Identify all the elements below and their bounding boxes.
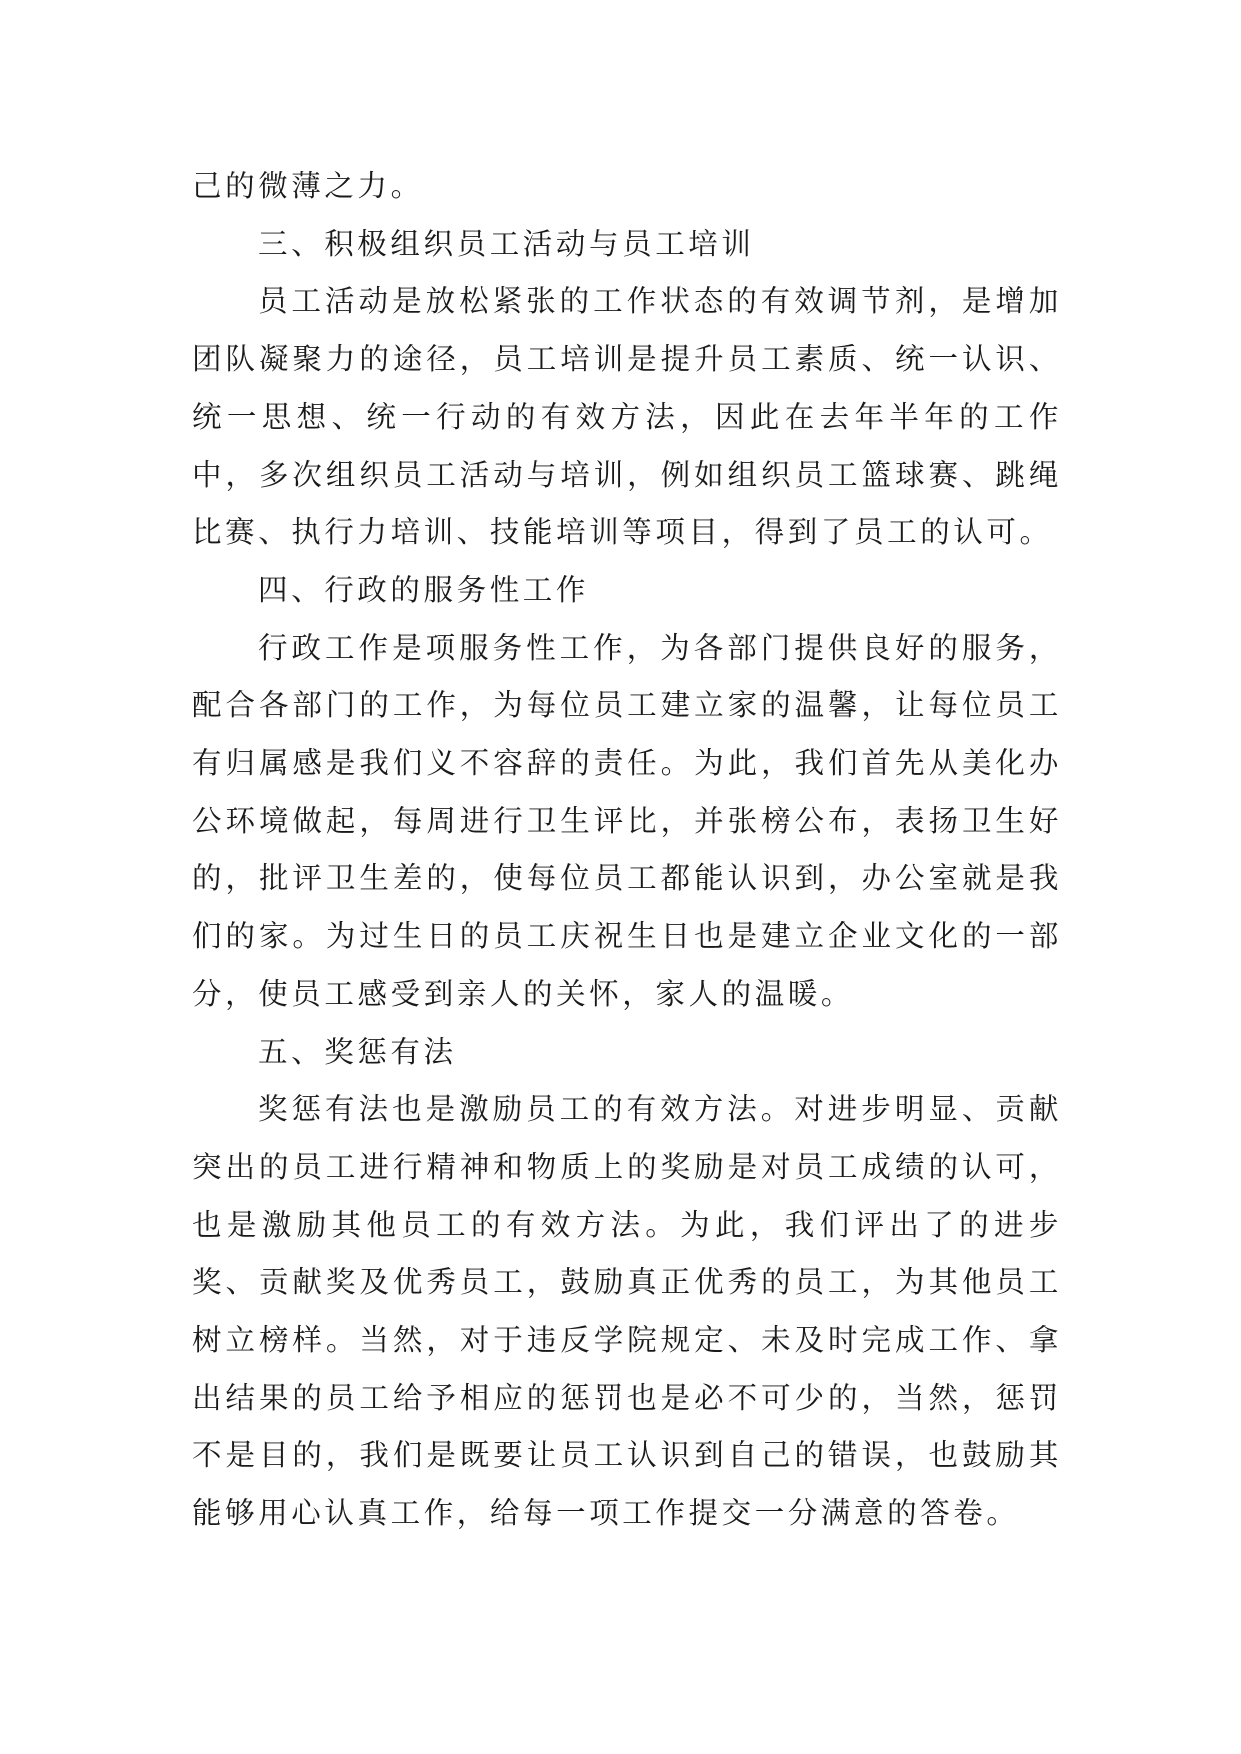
document-body <box>192 158 1062 1543</box>
paragraph-activities: 员工活动是放松紧张的工作状态的有效调节剂，是增加团队凝聚力的途径，员工培训是提升员工素质、统一认识、统一思想、统一行动的有效方法，因此在去年半年的工作中，多次组织员工活动与培训，例如组织员工篮球赛、跳绳比赛、执行力培训、技能培训等项目，得到了员工的认可。 <box>192 284 1062 550</box>
section-heading-activities: 三、积极组织员工活动与员工培训 <box>258 226 755 261</box>
paragraph-service: 行政工作是项服务性工作，为各部门提供良好的服务，配合各部门的工作，为每位员工建立家的温馨，让每位员工有归属感是我们义不容辞的责任。为此，我们首先从美化办公环境做起，每周进行卫生评比，并张榜公布，表扬卫生好的，批评卫生差的，使每位员工都能认识到，办公室就是我们的家。为过生日的员工庆祝生日也是建立企业文化的一部分，使员工感受到亲人的关怀，家人的温暖。 <box>192 630 1062 1011</box>
paragraph-continued: 己的微薄之力。 <box>192 169 424 203</box>
section-heading-service: 四、行政的服务性工作 <box>258 572 590 607</box>
paragraph-rewards: 奖惩有法也是激励员工的有效方法。对进步明显、贡献突出的员工进行精神和物质上的奖励是对员工成绩的认可，也是激励其他员工的有效方法。为此，我们评出了的进步奖、贡献奖及优秀员工，鼓励真正优秀的员工，为其他员工树立榜样。当然，对于违反学院规定、未及时完成工作、拿出结果的员工给予相应的惩罚也是必不可少的，当然，惩罚不是目的，我们是既要让员工认识到自己的错误，也鼓励其能够用心认真工作，给每一项工作提交一分满意的答卷。 <box>192 1092 1062 1531</box>
section-heading-rewards: 五、奖惩有法 <box>258 1034 457 1069</box>
